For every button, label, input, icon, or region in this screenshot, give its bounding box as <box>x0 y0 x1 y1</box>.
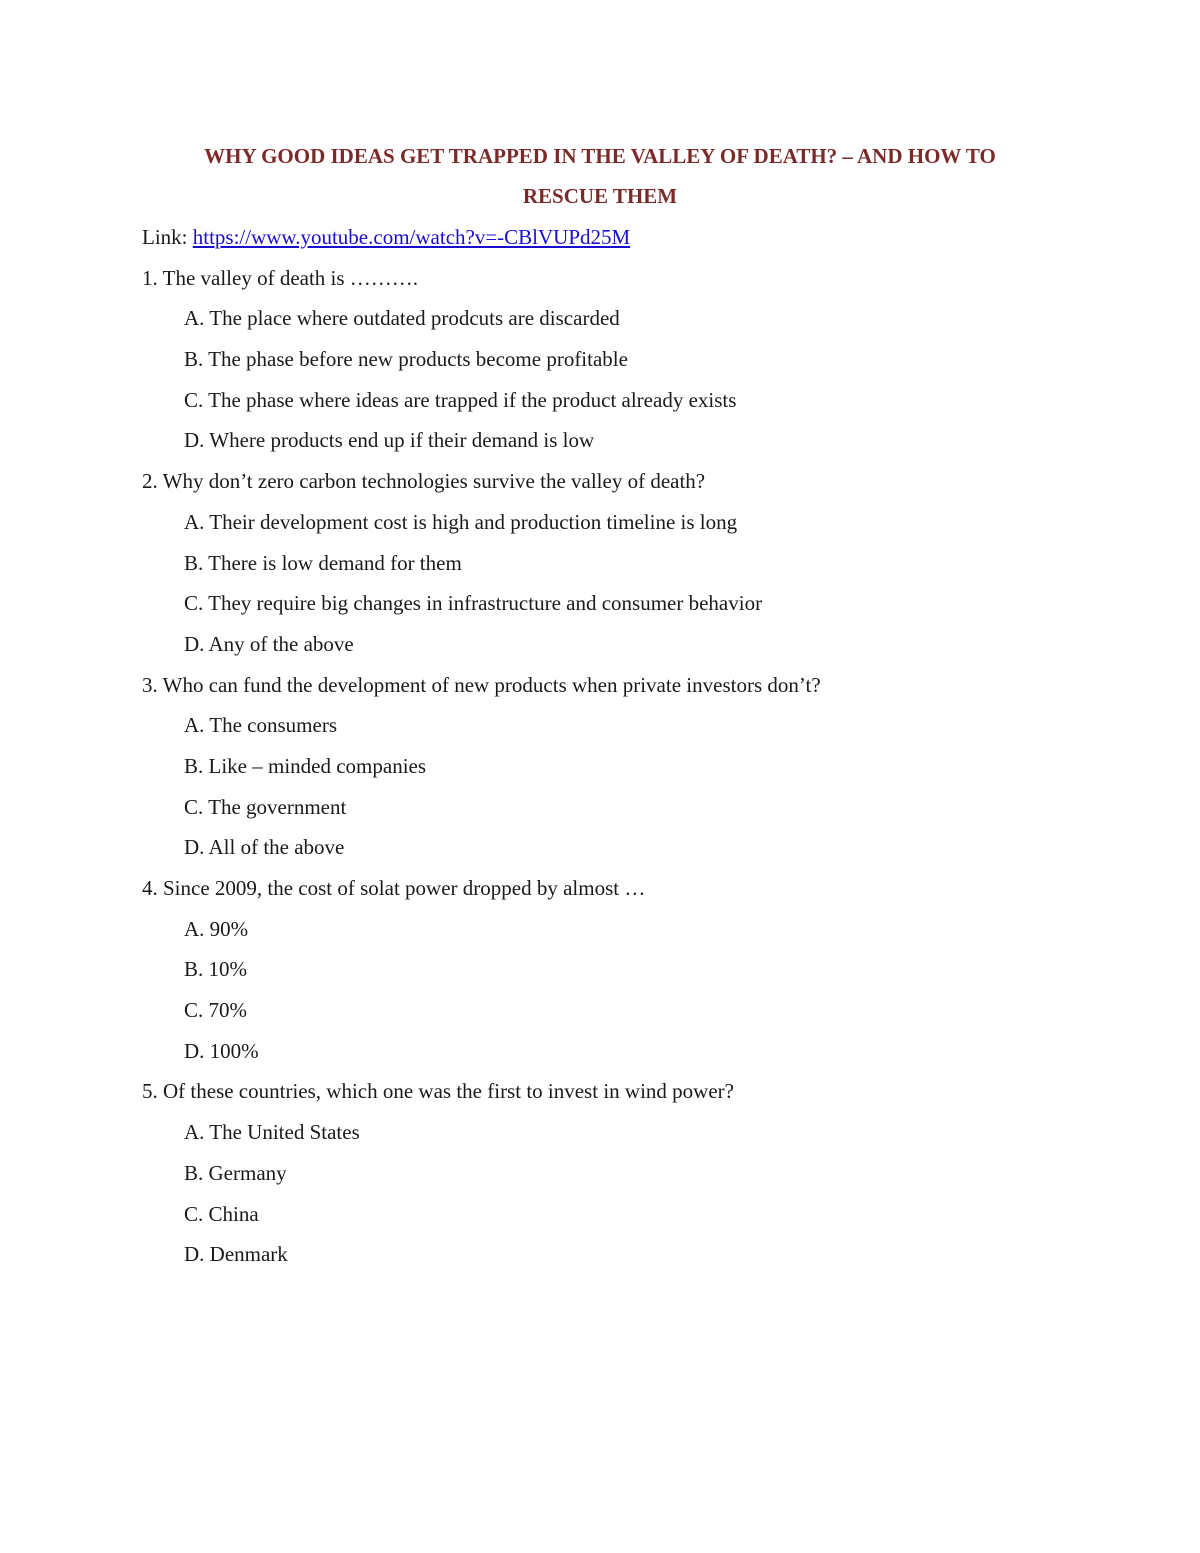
question-text: 4. Since 2009, the cost of solat power dropped by almost … <box>142 876 646 900</box>
question-text: 2. Why don’t zero carbon technologies survive the valley of death? <box>142 469 706 494</box>
question-text: 1. The valley of death is ………. <box>142 265 419 290</box>
answer-option: C. The phase where ideas are trapped if the product already exists <box>184 387 737 412</box>
answer-option: A. The consumers <box>184 713 337 738</box>
answer-option: A. The United States <box>184 1120 360 1145</box>
answer-option: C. The government <box>184 794 347 819</box>
question-block <box>142 868 1102 1071</box>
answer-option: D. All of the above <box>184 835 345 860</box>
document-title <box>140 136 1060 216</box>
video-link[interactable]: https://www.youtube.com/watch?v=-CBlVUPd25M <box>192 225 631 249</box>
answer-option: D. Any of the above <box>184 631 354 656</box>
answer-option: C. 70% <box>184 998 247 1023</box>
answer-option: B. There is low demand for them <box>184 550 462 575</box>
answer-option: B. 10% <box>184 957 247 982</box>
question-text: 3. Who can fund the development of new products when private investors don’t? <box>142 672 821 697</box>
answer-option: A. The place where outdated prodcuts are discarded <box>184 306 620 331</box>
title-line-1: WHY GOOD IDEAS GET TRAPPED IN THE VALLEY OF DEATH? – AND HOW TO <box>204 144 996 168</box>
answer-option: A. Their development cost is high and production timeline is long <box>184 509 738 534</box>
quiz-content <box>142 217 1102 1275</box>
answer-option: C. China <box>184 1201 259 1226</box>
link-line <box>142 217 1102 258</box>
question-block <box>142 258 1102 461</box>
question-block <box>142 1071 1102 1274</box>
answer-option: B. The phase before new products become profitable <box>184 347 628 372</box>
answer-option: D. Denmark <box>184 1242 288 1267</box>
answer-option: D. Where products end up if their demand is low <box>184 428 595 453</box>
answer-option: B. Like – minded companies <box>184 753 427 778</box>
link-label: Link: <box>142 225 193 249</box>
answer-option: C. They require big changes in infrastructure and consumer behavior <box>184 591 763 616</box>
question-text: 5. Of these countries, which one was the first to invest in wind power? <box>142 1079 734 1104</box>
question-block <box>142 665 1102 868</box>
question-block <box>142 461 1102 664</box>
answer-option: D. 100% <box>184 1038 259 1063</box>
title-line-2: RESCUE THEM <box>522 184 678 208</box>
answer-option: A. 90% <box>184 916 249 941</box>
answer-option: B. Germany <box>184 1160 287 1185</box>
